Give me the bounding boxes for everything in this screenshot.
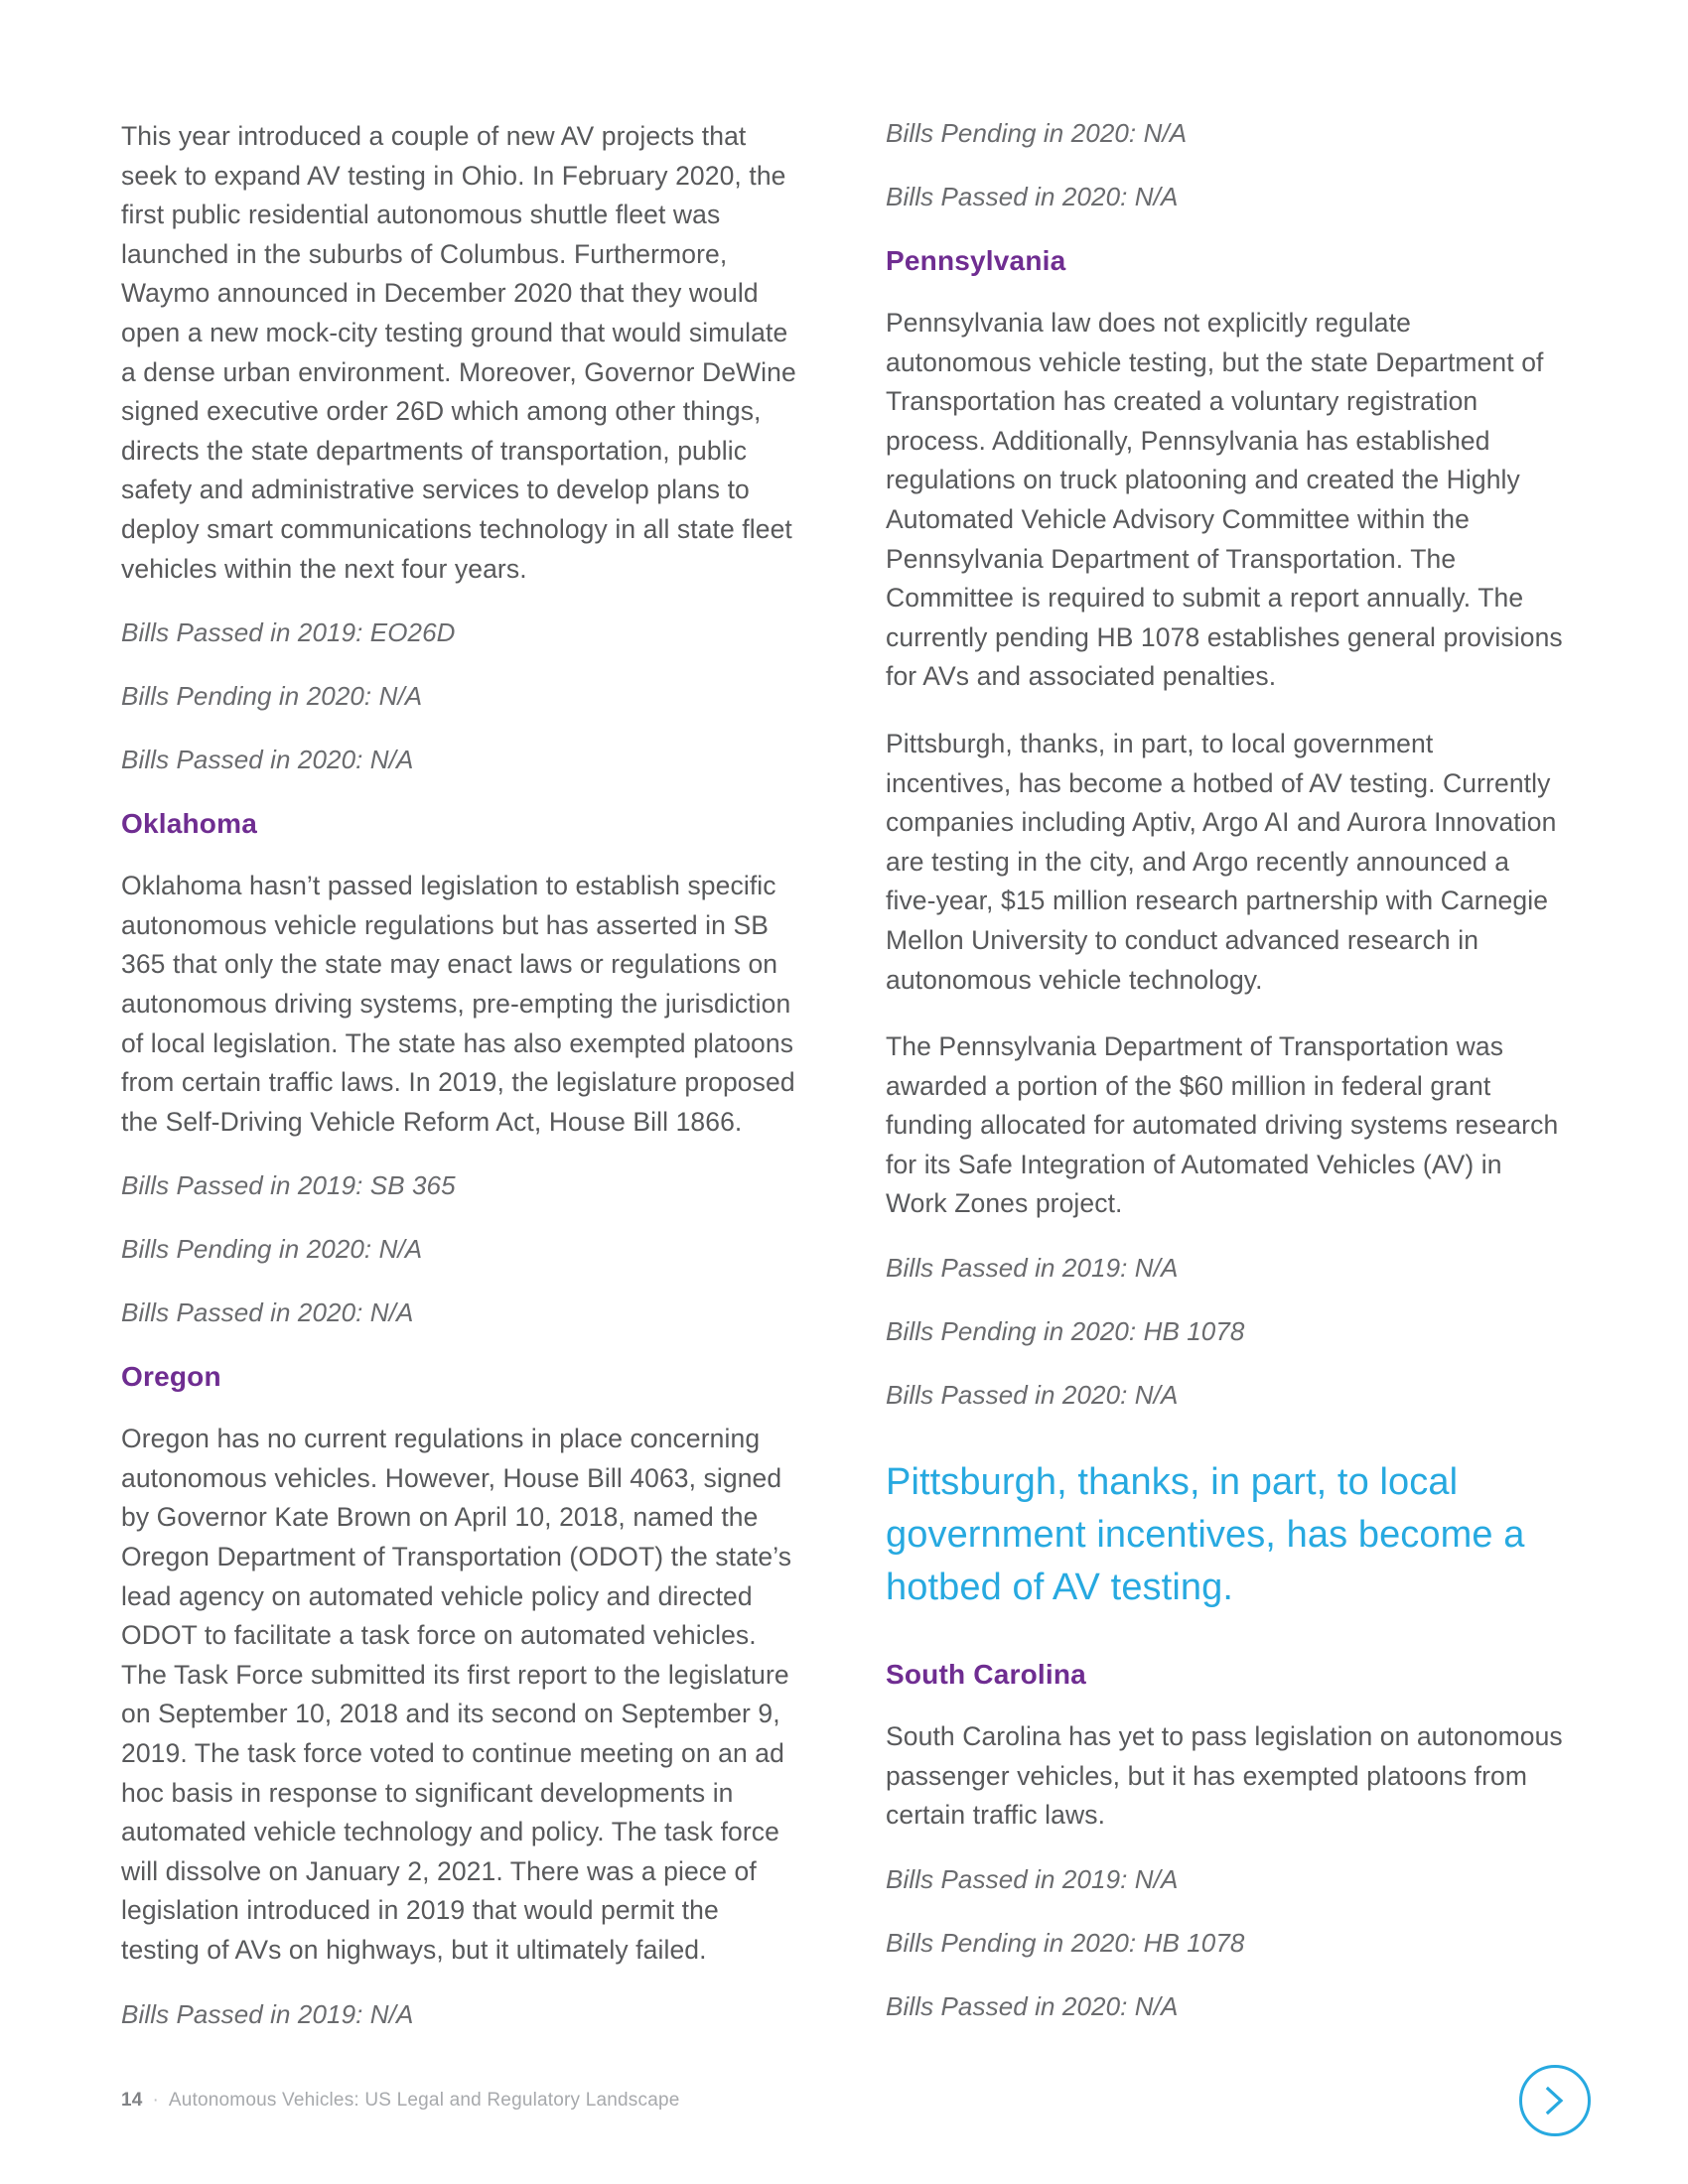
pennsylvania-bills-passed-2019: Bills Passed in 2019: N/A — [886, 1253, 1179, 1284]
heading-south-carolina: South Carolina — [886, 1659, 1086, 1691]
heading-pennsylvania: Pennsylvania — [886, 245, 1066, 276]
ohio-bills-pending-2020: Bills Pending in 2020: N/A — [121, 681, 423, 712]
next-page-button[interactable] — [1519, 2065, 1591, 2136]
ohio-bills-passed-2019: Bills Passed in 2019: EO26D — [121, 617, 456, 648]
ohio-paragraph: This year introduced a couple of new AV projects that seek to expand AV testing in Ohio. In February 2020, the first public residential autonomous shuttle fleet was launched in the suburbs of Columbus. Furthermore, Waymo announced in December 2020 that they would open a new mock-city testing ground that would simulate a dense urban environment. Moreover, Governor DeWine signed executive order 26D which among other things, directs the state departments of transportation, public safety and administrative services to develop plans to deploy smart communications technology in all state fleet vehicles within the next four years. — [121, 121, 796, 584]
document-title: Autonomous Vehicles: US Legal and Regulatory Landscape — [168, 2090, 680, 2111]
footer-separator: · — [152, 2090, 159, 2111]
heading-oklahoma: Oklahoma — [121, 808, 257, 840]
south-carolina-paragraph: South Carolina has yet to pass legislation on autonomous passenger vehicles, but it has exempted platoons from certain traffic laws. — [886, 1721, 1563, 1831]
two-column-layout — [121, 117, 1563, 2062]
right-column — [886, 117, 1563, 2062]
pennsylvania-paragraph-1: Pennsylvania law does not explicitly regulate autonomous vehicle testing, but the state Department of Transportation has created a voluntary registration process. Additionally, Pennsylvania has established regulations on truck platooning and created the Highly Automated Vehicle Advisory Committee within the Pennsylvania Department of Transportation. The Committee is required to submit a report annually. The currently pending HB 1078 establishes general provisions for AVs and associated penalties. — [886, 308, 1563, 692]
oregon-bills-pending-2020: Bills Pending in 2020: N/A — [886, 118, 1188, 148]
oregon-paragraph: Oregon has no current regulations in place concerning autonomous vehicles. However, House Bill 4063, signed by Governor Kate Brown on April 10, 2018, named the Oregon Department of Transportation (ODOT) the state’s lead agency on automated vehicle policy and directed ODOT to facilitate a task force on automated vehicles. The Task Force submitted its first report to the legislature on September 10, 2018 and its second on September 9, 2019. The task force voted to continue meeting on an ad hoc basis in response to significant developments in automated vehicle technology and policy. The task force will dissolve on January 2, 2021. There was a piece of legislation introduced in 2019 that would permit the testing of AVs on highways, but it ultimately failed. — [121, 1424, 792, 1965]
oregon-bills-passed-2019: Bills Passed in 2019: N/A — [121, 1998, 414, 2029]
ohio-bills-passed-2020: Bills Passed in 2020: N/A — [121, 745, 414, 775]
south-carolina-bills-passed-2020: Bills Passed in 2020: N/A — [886, 1990, 1179, 2021]
oklahoma-bills-passed-2019: Bills Passed in 2019: SB 365 — [121, 1170, 456, 1201]
pennsylvania-bills-passed-2020: Bills Passed in 2020: N/A — [886, 1380, 1179, 1411]
oklahoma-bills-passed-2020: Bills Passed in 2020: N/A — [121, 1297, 414, 1328]
pennsylvania-paragraph-2: Pittsburgh, thanks, in part, to local government incentives, has become a hotbed of AV testing. Currently companies including Aptiv, Argo AI and Aurora Innovation are testing in the city, and Argo recently announced a five-year, $15 million research partnership with Carnegie Mellon University to conduct advanced research in autonomous vehicle technology. — [886, 728, 1557, 995]
oklahoma-paragraph: Oklahoma hasn’t passed legislation to establish specific autonomous vehicle regulations but has asserted in SB 365 that only the state may enact laws or regulations on autonomous driving systems, pre-empting the jurisdiction of local legislation. The state has also exempted platoons from certain traffic laws. In 2019, the legislature proposed the Self-Driving Vehicle Reform Act, House Bill 1866. — [121, 871, 795, 1137]
chevron-right-icon — [1542, 2085, 1568, 2116]
page-number: 14 — [121, 2090, 143, 2111]
south-carolina-bills-passed-2019: Bills Passed in 2019: N/A — [886, 1863, 1179, 1894]
page-footer — [121, 2089, 680, 2113]
heading-oregon: Oregon — [121, 1361, 221, 1393]
pennsylvania-paragraph-3: The Pennsylvania Department of Transportation was awarded a portion of the $60 million in federal grant funding allocated for automated driving systems research for its Safe Integration of Automated Vehicles (AV) in Work Zones project. — [886, 1031, 1559, 1219]
south-carolina-bills-pending-2020: Bills Pending in 2020: HB 1078 — [886, 1927, 1245, 1958]
oregon-bills-passed-2020: Bills Passed in 2020: N/A — [886, 182, 1179, 211]
pennsylvania-bills-pending-2020: Bills Pending in 2020: HB 1078 — [886, 1316, 1245, 1347]
pull-quote: Pittsburgh, thanks, in part, to local government incentives, has become a hotbed of AV testing. — [886, 1461, 1525, 1609]
oklahoma-bills-pending-2020: Bills Pending in 2020: N/A — [121, 1234, 423, 1265]
left-column — [121, 117, 798, 2062]
